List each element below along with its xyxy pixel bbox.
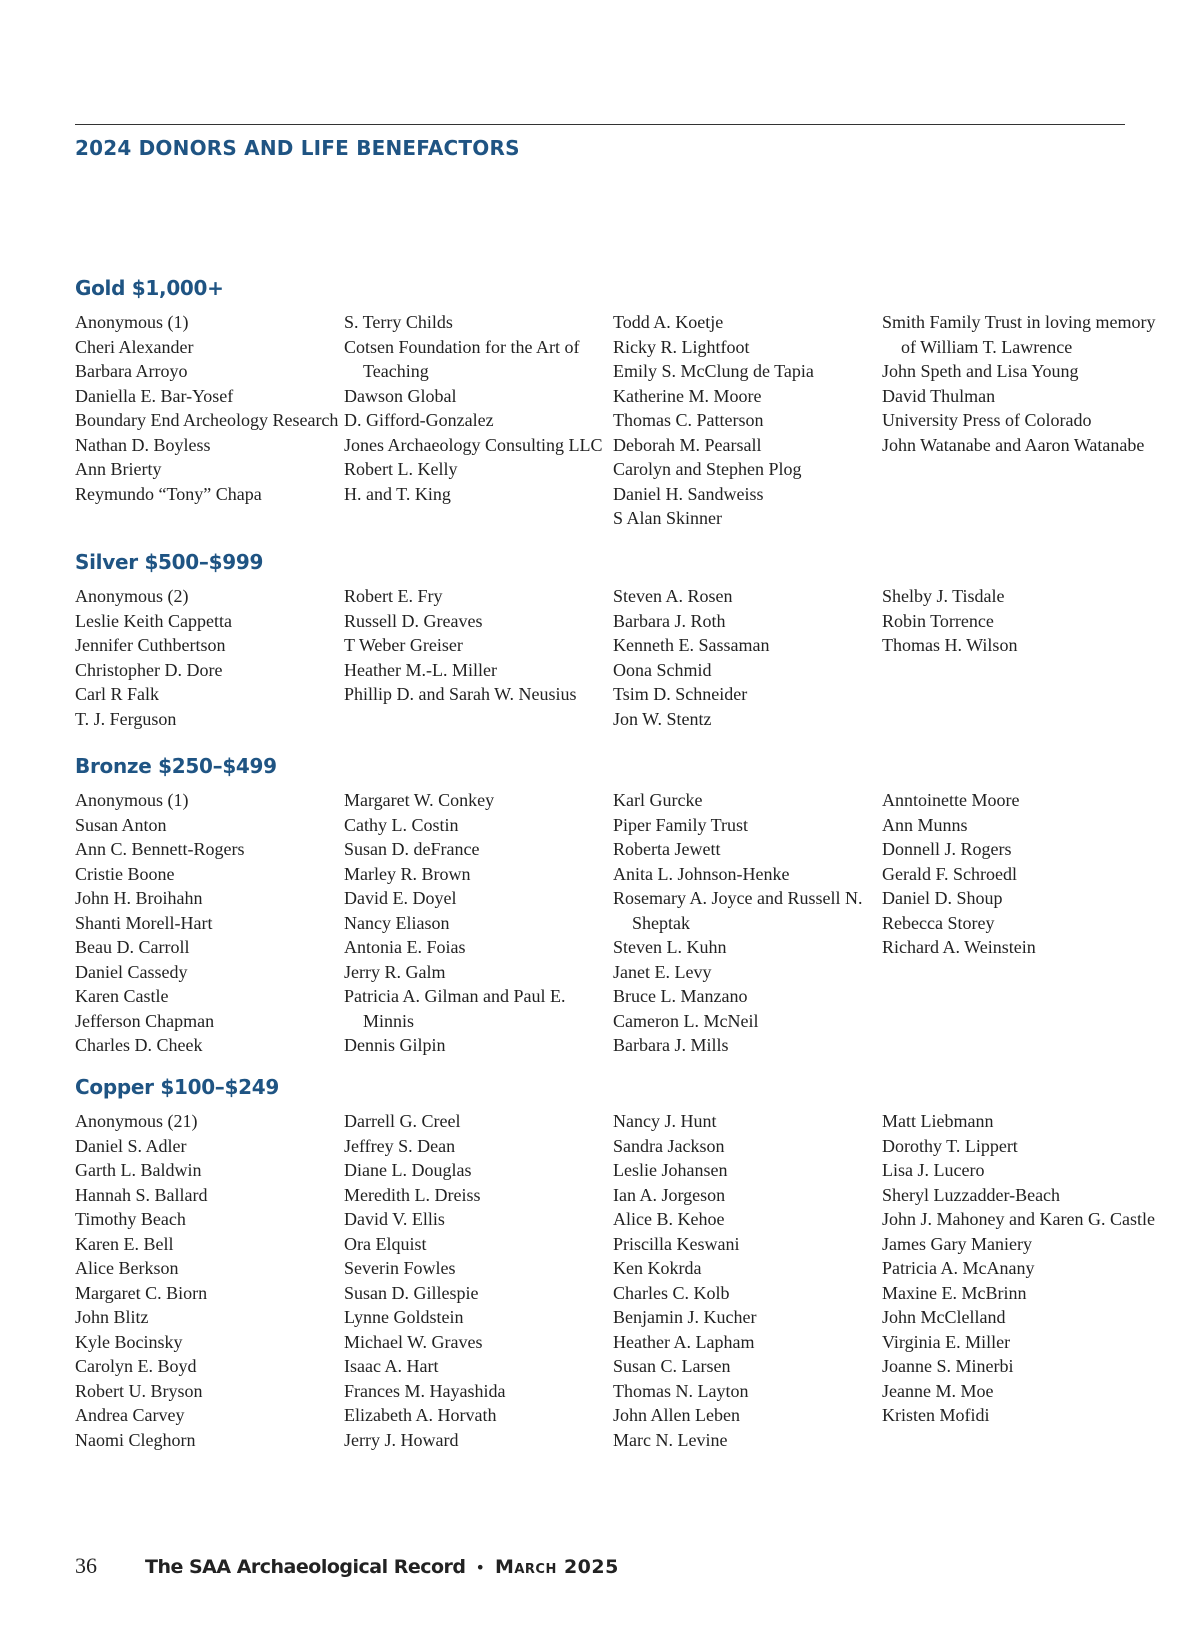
donor-name: Phillip D. and Sarah W. Neusius xyxy=(344,684,577,704)
donor-name: Michael W. Graves xyxy=(344,1331,483,1352)
donor-name: Benjamin J. Kucher xyxy=(613,1307,757,1327)
donor-name: Daniel Cassedy xyxy=(75,961,188,982)
issue-date: March 2025 xyxy=(494,1556,619,1578)
donor-name: Barbara Arroyo xyxy=(75,361,188,381)
donor-name: Jeffrey S. Dean xyxy=(344,1135,456,1156)
donor-column xyxy=(75,788,344,1058)
section-heading: Gold $1,000+ xyxy=(75,276,224,300)
donor-name: Cathy L. Costin xyxy=(344,814,459,835)
donor-name: Gerald F. Schroedl xyxy=(882,863,1018,884)
donor-columns xyxy=(75,584,1155,731)
donor-name: Dennis Gilpin xyxy=(344,1035,446,1055)
donor-name: Lisa J. Lucero xyxy=(882,1160,985,1180)
donor-name: Donnell J. Rogers xyxy=(882,839,1012,859)
donor-name: Karl Gurcke xyxy=(613,790,703,810)
donor-name: Garth L. Baldwin xyxy=(75,1160,202,1180)
donor-name: Charles C. Kolb xyxy=(613,1282,730,1303)
donor-name: Barbara J. Roth xyxy=(613,610,726,631)
donor-name: Dorothy T. Lippert xyxy=(882,1135,1018,1156)
donor-name: Shanti Morell-Hart xyxy=(75,912,213,933)
donor-name: Timothy Beach xyxy=(75,1209,186,1229)
donor-name: Ora Elquist xyxy=(344,1233,427,1254)
donor-name: Jeanne M. Moe xyxy=(882,1380,994,1401)
section-heading: Bronze $250–$499 xyxy=(75,754,277,778)
donor-name: Jennifer Cuthbertson xyxy=(75,635,226,655)
donor-name: Smith Family Trust in loving memory of William T. Lawrence xyxy=(882,312,1156,357)
donor-name: Kristen Mofidi xyxy=(882,1405,990,1425)
page-footer xyxy=(75,1553,619,1583)
donor-column xyxy=(344,788,613,1058)
donor-name: Rosemary A. Joyce and Russell N. Sheptak xyxy=(613,888,863,933)
donor-name: Charles D. Cheek xyxy=(75,1035,203,1055)
donor-name: Margaret W. Conkey xyxy=(344,790,495,810)
donor-name: Robert L. Kelly xyxy=(344,459,458,479)
donor-name: Anonymous (1) xyxy=(75,312,189,332)
donor-name: Anntoinette Moore xyxy=(882,790,1020,810)
donor-name: Daniel D. Shoup xyxy=(882,888,1003,908)
donor-name: Jefferson Chapman xyxy=(75,1010,215,1031)
donor-column xyxy=(344,310,613,531)
donor-name: James Gary Maniery xyxy=(882,1233,1032,1254)
donor-name: Anonymous (21) xyxy=(75,1111,198,1131)
donor-name: D. Gifford-Gonzalez xyxy=(344,410,494,430)
donor-name: David V. Ellis xyxy=(344,1209,445,1229)
section-heading: Copper $100–$249 xyxy=(75,1075,279,1099)
donor-name: Elizabeth A. Horvath xyxy=(344,1405,497,1425)
donor-name: S. Terry Childs xyxy=(344,312,453,332)
donor-name: Sheryl Luzzadder-Beach xyxy=(882,1184,1061,1205)
donor-name: Hannah S. Ballard xyxy=(75,1184,208,1205)
section-silver xyxy=(75,550,1155,731)
donor-name: David Thulman xyxy=(882,385,996,406)
donor-name: Oona Schmid xyxy=(613,659,712,680)
donor-column xyxy=(344,1109,613,1452)
donor-name: Christopher D. Dore xyxy=(75,659,223,680)
donor-name: Nancy J. Hunt xyxy=(613,1111,717,1131)
donor-name: John Speth and Lisa Young xyxy=(882,361,1079,381)
donor-name: Robert E. Fry xyxy=(344,586,443,606)
donor-name: Ann C. Bennett-Rogers xyxy=(75,839,245,859)
donor-name: Maxine E. McBrinn xyxy=(882,1282,1027,1303)
donor-name: Susan D. deFrance xyxy=(344,839,480,859)
donor-column xyxy=(882,310,1156,531)
donor-name: S Alan Skinner xyxy=(613,508,723,528)
donor-name: Karen Castle xyxy=(75,986,169,1006)
donor-name: Dawson Global xyxy=(344,385,457,406)
donor-column xyxy=(75,310,344,531)
donor-name: Kyle Bocinsky xyxy=(75,1331,183,1352)
donor-name: Thomas N. Layton xyxy=(613,1380,749,1401)
donor-name: Anonymous (1) xyxy=(75,790,189,810)
donor-name: Diane L. Douglas xyxy=(344,1160,472,1180)
donor-name: Reymundo “Tony” Chapa xyxy=(75,483,262,504)
donor-name: Leslie Johansen xyxy=(613,1160,728,1180)
donor-name: Ricky R. Lightfoot xyxy=(613,336,750,357)
section-gold xyxy=(75,276,1155,531)
section-bronze xyxy=(75,754,1155,1058)
donor-name: Cristie Boone xyxy=(75,863,175,884)
donor-name: Emily S. McClung de Tapia xyxy=(613,361,814,381)
donor-name: Tsim D. Schneider xyxy=(613,684,748,704)
donor-name: Bruce L. Manzano xyxy=(613,986,748,1006)
donor-name: Darrell G. Creel xyxy=(344,1111,461,1131)
donor-name: Priscilla Keswani xyxy=(613,1233,740,1254)
donor-column xyxy=(344,584,613,731)
donor-name: University Press of Colorado xyxy=(882,410,1092,430)
donor-name: Todd A. Koetje xyxy=(613,312,724,332)
donor-name: Cotsen Foundation for the Art of Teaching xyxy=(344,336,580,381)
donor-name: Deborah M. Pearsall xyxy=(613,434,762,455)
donor-name: Susan C. Larsen xyxy=(613,1356,731,1376)
donor-name: John McClelland xyxy=(882,1307,1006,1327)
donor-columns xyxy=(75,788,1155,1058)
donor-columns xyxy=(75,1109,1155,1452)
page-number: 36 xyxy=(75,1553,97,1578)
donor-name: Boundary End Archeology Research xyxy=(75,410,339,430)
donor-name: Carl R Falk xyxy=(75,684,159,704)
donor-name: John Watanabe and Aaron Watanabe xyxy=(882,434,1145,455)
donor-column xyxy=(882,1109,1155,1452)
donor-name: Richard A. Weinstein xyxy=(882,937,1036,957)
donor-name: Steven L. Kuhn xyxy=(613,937,727,957)
donor-name: John J. Mahoney and Karen G. Castle xyxy=(882,1209,1155,1229)
journal-name: The SAA Archaeological Record xyxy=(145,1556,466,1578)
donor-column xyxy=(882,788,1151,1058)
donor-name: Isaac A. Hart xyxy=(344,1356,439,1376)
donor-name: Alice Berkson xyxy=(75,1258,179,1278)
donor-columns xyxy=(75,310,1155,531)
donor-name: T Weber Greiser xyxy=(344,635,463,655)
donor-name: Thomas C. Patterson xyxy=(613,410,764,430)
donor-name: Kenneth E. Sassaman xyxy=(613,635,770,655)
donor-name: H. and T. King xyxy=(344,483,451,504)
donor-name: Cheri Alexander xyxy=(75,336,194,357)
donor-name: Jon W. Stentz xyxy=(613,708,712,729)
donor-name: Lynne Goldstein xyxy=(344,1307,464,1327)
donor-name: Russell D. Greaves xyxy=(344,610,483,631)
donor-column xyxy=(882,584,1151,731)
bullet-separator: • xyxy=(475,1558,485,1577)
donor-name: Katherine M. Moore xyxy=(613,385,762,406)
donor-name: Leslie Keith Cappetta xyxy=(75,610,232,631)
donor-name: John H. Broihahn xyxy=(75,888,203,908)
donor-column xyxy=(75,1109,344,1452)
donor-column xyxy=(613,584,882,731)
top-rule xyxy=(75,124,1125,125)
donor-name: Jones Archaeology Consulting LLC xyxy=(344,434,603,455)
donor-name: Nancy Eliason xyxy=(344,912,450,933)
donor-name: Jerry J. Howard xyxy=(344,1429,459,1450)
donor-name: Matt Liebmann xyxy=(882,1111,994,1131)
donor-name: Antonia E. Foias xyxy=(344,937,466,957)
donor-name: Patricia A. Gilman and Paul E. Minnis xyxy=(344,986,566,1031)
donor-name: Severin Fowles xyxy=(344,1258,456,1278)
donor-column xyxy=(613,310,882,531)
donor-name: Sandra Jackson xyxy=(613,1135,725,1156)
donor-name: T. J. Ferguson xyxy=(75,708,177,729)
donor-name: Andrea Carvey xyxy=(75,1405,185,1425)
donor-name: Heather A. Lapham xyxy=(613,1331,755,1352)
donor-name: Shelby J. Tisdale xyxy=(882,586,1005,606)
donor-name: Marc N. Levine xyxy=(613,1429,728,1450)
section-copper xyxy=(75,1075,1155,1452)
donor-name: Meredith L. Dreiss xyxy=(344,1184,481,1205)
donor-name: Cameron L. McNeil xyxy=(613,1010,759,1031)
donor-name: Naomi Cleghorn xyxy=(75,1429,196,1450)
donor-name: John Allen Leben xyxy=(613,1405,740,1425)
donor-name: Piper Family Trust xyxy=(613,814,749,835)
donor-name: Ian A. Jorgeson xyxy=(613,1184,726,1205)
section-heading: Silver $500–$999 xyxy=(75,550,264,574)
donor-name: Marley R. Brown xyxy=(344,863,471,884)
donor-name: Jerry R. Galm xyxy=(344,961,446,982)
donor-name: Susan Anton xyxy=(75,814,167,835)
donor-column xyxy=(613,1109,882,1452)
donor-name: Steven A. Rosen xyxy=(613,586,733,606)
donor-name: Heather M.-L. Miller xyxy=(344,659,497,680)
donor-column xyxy=(613,788,882,1058)
donor-name: Janet E. Levy xyxy=(613,961,712,982)
donor-name: Ken Kokrda xyxy=(613,1258,702,1278)
donor-name: Joanne S. Minerbi xyxy=(882,1356,1014,1376)
donor-column xyxy=(75,584,344,731)
donor-name: Daniel S. Adler xyxy=(75,1135,187,1156)
donor-name: Ann Munns xyxy=(882,814,968,835)
donor-name: Roberta Jewett xyxy=(613,839,721,859)
donor-name: Alice B. Kehoe xyxy=(613,1209,725,1229)
donor-name: Virginia E. Miller xyxy=(882,1331,1011,1352)
donor-name: Ann Brierty xyxy=(75,459,162,479)
donor-name: Nathan D. Boyless xyxy=(75,434,211,455)
donor-name: Robin Torrence xyxy=(882,610,994,631)
donor-name: Beau D. Carroll xyxy=(75,937,190,957)
donor-name: Thomas H. Wilson xyxy=(882,635,1018,655)
donor-name: Carolyn and Stephen Plog xyxy=(613,459,802,479)
donor-name: Carolyn E. Boyd xyxy=(75,1356,197,1376)
donor-name: Anonymous (2) xyxy=(75,586,189,606)
donor-name: Susan D. Gillespie xyxy=(344,1282,479,1303)
page-title: 2024 DONORS AND LIFE BENEFACTORS xyxy=(75,136,520,160)
donor-name: Frances M. Hayashida xyxy=(344,1380,506,1401)
donor-name: Barbara J. Mills xyxy=(613,1035,729,1055)
donor-name: Rebecca Storey xyxy=(882,912,995,933)
donor-name: Patricia A. McAnany xyxy=(882,1258,1035,1278)
donor-name: Robert U. Bryson xyxy=(75,1380,203,1401)
donor-name: John Blitz xyxy=(75,1307,149,1327)
donor-name: Daniella E. Bar-Yosef xyxy=(75,385,234,406)
donor-name: Karen E. Bell xyxy=(75,1233,174,1254)
donor-name: Anita L. Johnson-Henke xyxy=(613,863,790,884)
donor-name: Margaret C. Biorn xyxy=(75,1282,208,1303)
donor-name: David E. Doyel xyxy=(344,888,457,908)
donor-name: Daniel H. Sandweiss xyxy=(613,483,764,504)
